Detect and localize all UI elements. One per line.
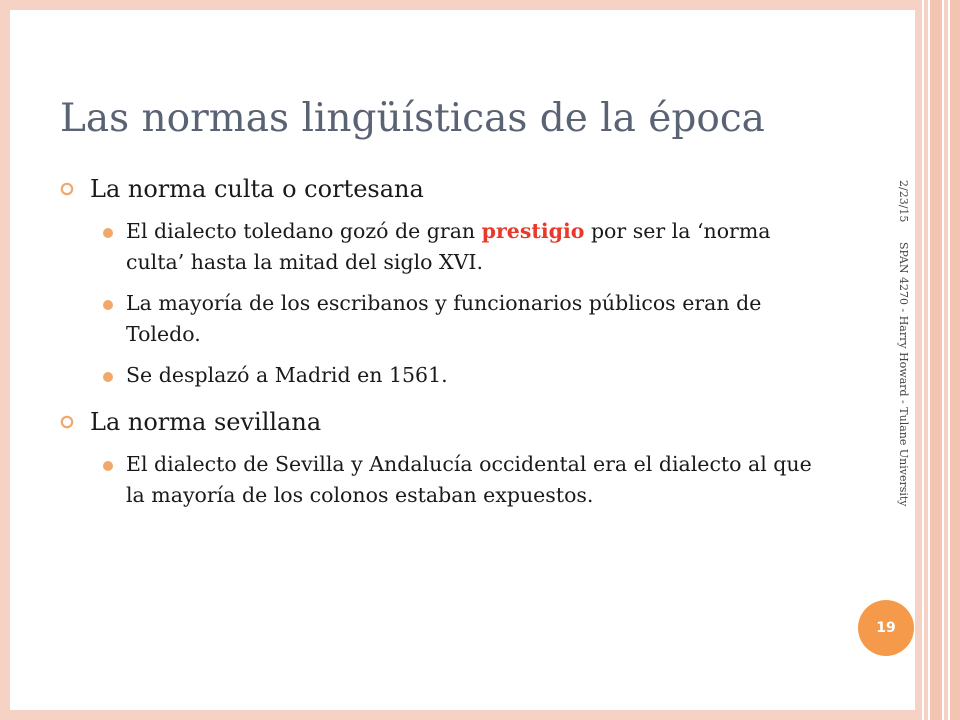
bullet-text: La mayoría de los escribanos y funcionarios públicos eran de Toledo. bbox=[126, 291, 762, 346]
section-heading-text: La norma culta o cortesana bbox=[90, 175, 424, 203]
highlight-text: prestigio bbox=[481, 219, 585, 243]
decorative-stripe bbox=[916, 0, 922, 720]
slide-title: Las normas lingüísticas de la época bbox=[60, 96, 765, 141]
bullet-text: El dialecto de Sevilla y Andalucía occidental era el dialecto al que la mayoría de los colonos estaban expuestos. bbox=[126, 452, 812, 507]
bullet-text: El dialecto toledano gozó de gran bbox=[126, 219, 482, 243]
bullet-dot-icon bbox=[103, 300, 113, 310]
decorative-stripe bbox=[930, 0, 942, 720]
course-footer: SPAN 4270 - Harry Howard - Tulane University bbox=[897, 242, 910, 507]
bullet-dot-icon bbox=[103, 228, 113, 238]
bullet-item bbox=[60, 288, 830, 350]
bullet-item bbox=[60, 360, 830, 391]
bullet-item bbox=[60, 216, 830, 278]
bullet-text: por ser la ‘norma culta’ hasta la mitad del siglo XVI. bbox=[126, 219, 771, 274]
section-heading bbox=[60, 172, 830, 206]
decorative-stripe bbox=[944, 0, 948, 720]
decorative-stripe bbox=[924, 0, 928, 720]
slide-date: 2/23/15 bbox=[897, 180, 910, 223]
bullet-item bbox=[60, 449, 830, 511]
bullet-dot-icon bbox=[103, 461, 113, 471]
page-number-badge: 19 bbox=[858, 600, 914, 656]
circle-bullet-icon bbox=[60, 182, 74, 196]
section-heading bbox=[60, 405, 830, 439]
decorative-stripe bbox=[950, 0, 960, 720]
circle-bullet-icon bbox=[60, 415, 74, 429]
slide-content bbox=[60, 172, 830, 511]
bullet-text: Se desplazó a Madrid en 1561. bbox=[126, 363, 448, 387]
section-heading-text: La norma sevillana bbox=[90, 408, 322, 436]
bullet-dot-icon bbox=[103, 372, 113, 382]
